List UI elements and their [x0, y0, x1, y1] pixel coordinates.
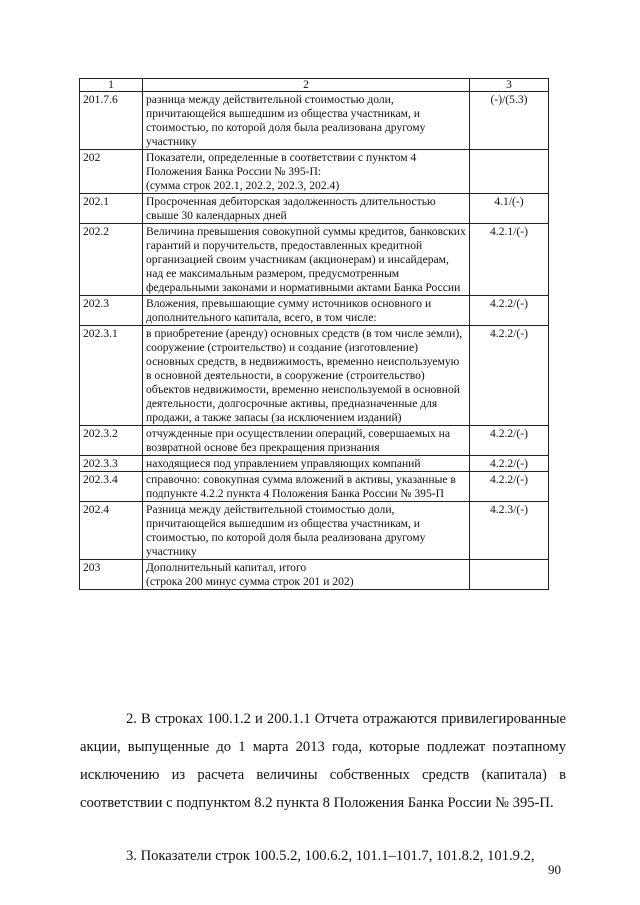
- indicators-table: [79, 78, 549, 590]
- row-description-cell: Показатели, определенные в соответствии с пунктом 4 Положения Банка России № 395-П: (сумма строк 202.1, 202.2, 202.3, 202.4): [143, 150, 470, 194]
- row-description-cell: Величина превышения совокупной суммы кредитов, банковских гарантий и поручительств, предоставленных кредитной организацией своим участникам (акционерам) и инсайдерам, над ее максимальным размером, предусмотренным федеральными законами и нормативными актами Банка России: [143, 224, 470, 296]
- row-reference-cell: 4.1/(-): [470, 194, 549, 224]
- table-row: [80, 92, 549, 150]
- row-reference-cell: 4.2.1/(-): [470, 224, 549, 296]
- row-reference-cell: [470, 560, 549, 590]
- row-code-cell: 202.3.3: [80, 456, 143, 472]
- row-description-cell: находящиеся под управлением управляющих компаний: [143, 456, 470, 472]
- row-description-cell: Дополнительный капитал, итого (строка 200 минус сумма строк 201 и 202): [143, 560, 470, 590]
- row-description-cell: отчужденные при осуществлении операций, совершаемых на возвратной основе без прекращения признания: [143, 426, 470, 456]
- row-description-cell: справочно: совокупная сумма вложений в активы, указанные в подпункте 4.2.2 пункта 4 Положения Банка России № 395-П: [143, 472, 470, 502]
- row-code-cell: 202.3: [80, 296, 143, 326]
- table-row: [80, 150, 549, 194]
- row-description-cell: разница между действительной стоимостью доли, причитающейся вышедшим из общества участникам, и стоимостью, по которой доля была реализована другому участнику: [143, 92, 470, 150]
- table-row: [80, 326, 549, 426]
- row-reference-cell: 4.2.2/(-): [470, 326, 549, 426]
- row-description-cell: Просроченная дебиторская задолженность длительностью свыше 30 календарных дней: [143, 194, 470, 224]
- column-header-3: 3: [470, 79, 549, 92]
- row-description-cell: Разница между действительной стоимостью доли, причитающейся вышедшим из общества участникам, и стоимостью, по которой доля была реализована другому участнику: [143, 502, 470, 560]
- table-row: [80, 472, 549, 502]
- row-code-cell: 202.3.1: [80, 326, 143, 426]
- row-reference-cell: 4.2.2/(-): [470, 456, 549, 472]
- row-reference-cell: (-)/(5.3): [470, 92, 549, 150]
- row-code-cell: 202.3.4: [80, 472, 143, 502]
- row-reference-cell: 4.2.2/(-): [470, 296, 549, 326]
- row-reference-cell: 4.2.3/(-): [470, 502, 549, 560]
- row-code-cell: 202.4: [80, 502, 143, 560]
- table-row: [80, 502, 549, 560]
- row-reference-cell: 4.2.2/(-): [470, 426, 549, 456]
- table-row: [80, 296, 549, 326]
- row-code-cell: 202.2: [80, 224, 143, 296]
- row-reference-cell: 4.2.2/(-): [470, 472, 549, 502]
- row-code-cell: 202: [80, 150, 143, 194]
- row-code-cell: 202.1: [80, 194, 143, 224]
- column-header-1: 1: [80, 79, 143, 92]
- row-description-cell: Вложения, превышающие сумму источников основного и дополнительного капитала, всего, в том числе:: [143, 296, 470, 326]
- table-row: [80, 194, 549, 224]
- table-row: [80, 426, 549, 456]
- row-code-cell: 202.3.2: [80, 426, 143, 456]
- row-code-cell: 201.7.6: [80, 92, 143, 150]
- row-description-cell: в приобретение (аренду) основных средств (в том числе земли), сооружение (строительство) и создание (изготовление) основных средств, в недвижимость, временно неиспользуемую в основной деятельности, в сооружение (строительство) объектов недвижимости, временно неиспользуемой в основной деятельности, долгосрочные активы, предназначенные для продажи, а также запасы (за исключением изданий): [143, 326, 470, 426]
- table-body: [80, 92, 549, 590]
- page-number: 90: [548, 862, 561, 877]
- row-reference-cell: [470, 150, 549, 194]
- table-header-row: [80, 79, 549, 92]
- table-row: [80, 456, 549, 472]
- table-row: [80, 224, 549, 296]
- paragraph-2: 2. В строках 100.1.2 и 200.1.1 Отчета отражаются привилегированные акции, выпущенные до 1 марта 2013 года, которые подлежат поэтапному исключению из расчета величины собственных средств (капитала) в соответствии с подпунктом 8.2 пункта 8 Положения Банка России № 395-П.: [80, 710, 566, 811]
- paragraph-3: 3. Показатели строк 100.5.2, 100.6.2, 101.1–101.7, 101.8.2, 101.9.2,: [126, 847, 535, 864]
- table-row: [80, 560, 549, 590]
- column-header-2: 2: [143, 79, 470, 92]
- row-code-cell: 203: [80, 560, 143, 590]
